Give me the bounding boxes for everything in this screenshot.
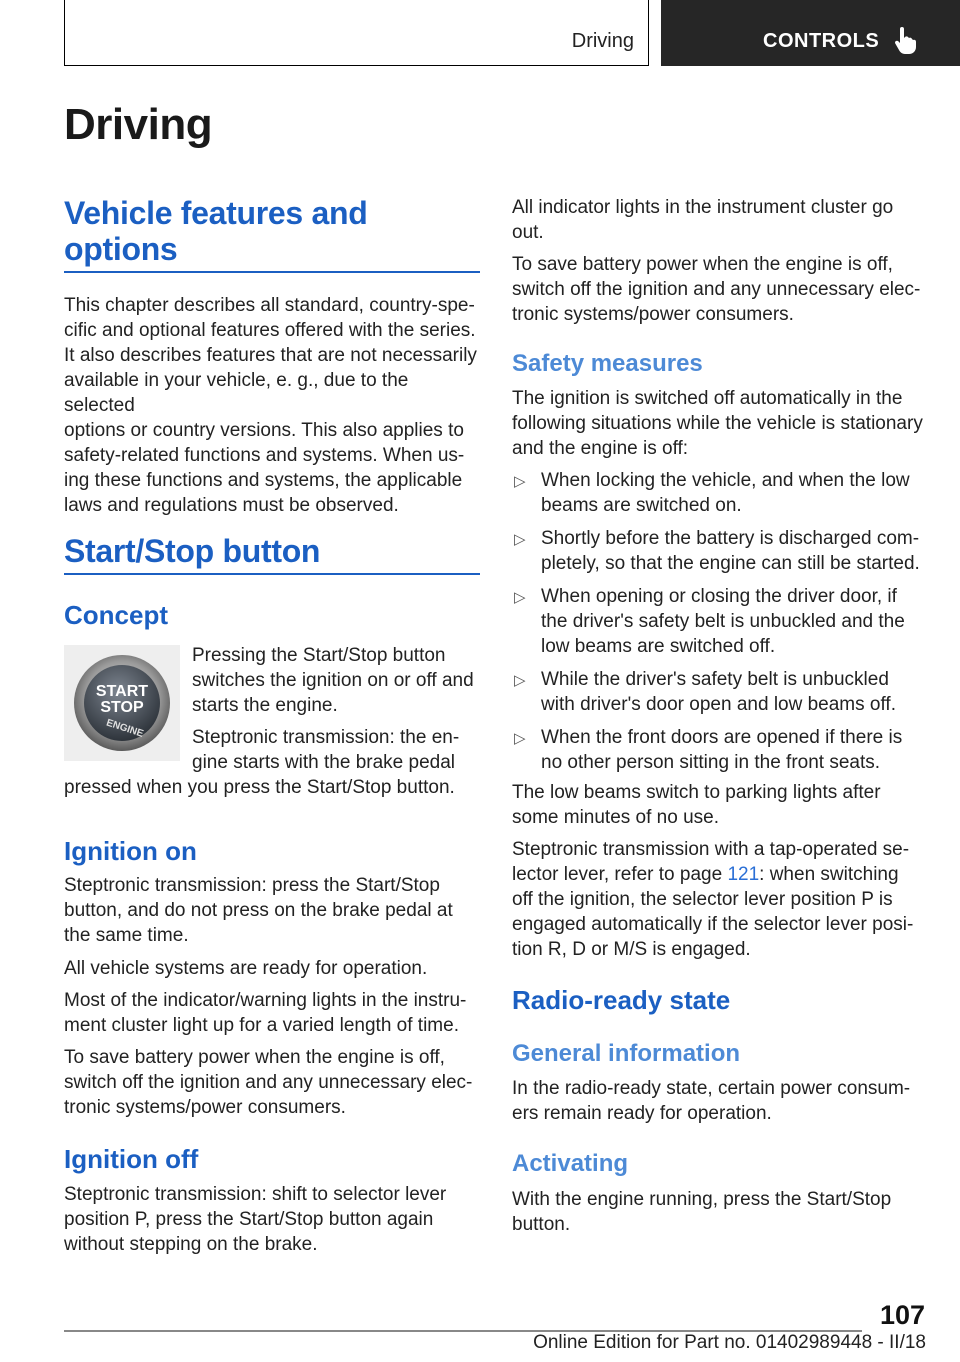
text-line: beams are switched on. <box>541 495 742 516</box>
text-line: When the front doors are opened if there is <box>541 727 903 748</box>
triangle-bullet-icon: ▷ <box>514 672 526 689</box>
text-line: tion R, D or M/S is engaged. <box>512 939 751 960</box>
activating-paragraph <box>512 1187 932 1237</box>
heading-rule <box>64 271 480 273</box>
concept-paragraph-a <box>192 643 484 718</box>
text-line: Steptronic transmission: shift to selector lever <box>64 1184 447 1205</box>
text-line: starts the engine. <box>192 695 338 716</box>
header-section-label: Driving <box>571 30 634 52</box>
text-line: When opening or closing the driver door, if <box>541 586 897 607</box>
heading-rule <box>64 573 480 575</box>
text-line: the same time. <box>64 925 189 946</box>
text-line: button. <box>512 1214 571 1235</box>
text-line: following situations while the vehicle is stationary <box>512 413 923 434</box>
text-line <box>512 862 932 887</box>
text-line: ing these functions and systems, the applicable <box>64 470 463 491</box>
text-line: switch off the ignition and any unnecessary elec- <box>64 1072 473 1093</box>
text-line: Steptronic transmission with a tap-operated se- <box>512 839 910 860</box>
text-line: In the radio-ready state, certain power consum- <box>512 1078 911 1099</box>
list-item <box>512 526 932 576</box>
text-line: pletely, so that the engine can still be started. <box>541 553 920 574</box>
ignition-on-paragraph-1 <box>64 873 484 948</box>
text-line: While the driver's safety belt is unbuckled <box>541 669 889 690</box>
text-line: off the ignition, the selector lever position P is <box>512 889 893 910</box>
pointing-hand-icon <box>894 26 918 54</box>
text-line: laws and regulations must be observed. <box>64 495 399 516</box>
list-item <box>512 584 932 659</box>
concept-heading: Concept <box>64 600 168 630</box>
features-paragraph <box>64 293 484 518</box>
text-line: Shortly before the battery is discharged com- <box>541 528 920 549</box>
text-line: and the engine is off: <box>512 438 689 459</box>
header-chapter-label: CONTROLS <box>763 30 880 52</box>
safety-measures-heading: Safety measures <box>512 350 703 377</box>
text-line: When locking the vehicle, and when the low <box>541 470 910 491</box>
text-fragment: lector lever, refer to page <box>512 864 728 885</box>
text-line: The ignition is switched off automatically in the <box>512 388 903 409</box>
header-section-box <box>64 0 649 66</box>
features-heading <box>64 195 367 267</box>
text-line: the driver's safety belt is unbuckled and the <box>541 611 905 632</box>
text-line: Most of the indicator/warning lights in the instru- <box>64 990 467 1011</box>
text-line: no other person sitting in the front seats. <box>541 752 881 773</box>
text-line: ment cluster light up for a varied length of time. <box>64 1015 459 1036</box>
general-information-paragraph <box>512 1076 932 1126</box>
text-fragment: : when switching <box>759 864 899 885</box>
text-line: This chapter describes all standard, country-spe- <box>64 295 475 316</box>
ignition-on-heading: Ignition on <box>64 836 197 866</box>
text-line: switches the ignition on or off and <box>192 670 474 691</box>
text-line: button, and do not press on the brake pedal at <box>64 900 453 921</box>
ignition-on-paragraph-3 <box>64 988 484 1038</box>
text-line: options or country versions. This also applies to <box>64 420 464 441</box>
safety-intro-paragraph <box>512 386 932 461</box>
ignition-on-paragraph-2: All vehicle systems are ready for operation. <box>64 958 428 979</box>
page-reference-link[interactable]: 121 <box>727 864 760 885</box>
page-title: Driving <box>64 100 213 149</box>
general-information-heading: General information <box>512 1040 741 1067</box>
text-line: some minutes of no use. <box>512 807 719 828</box>
text-line: It also describes features that are not necessarily <box>64 345 477 366</box>
header-chapter-box <box>661 0 960 66</box>
radio-ready-heading: Radio-ready state <box>512 985 731 1015</box>
text-line: All indicator lights in the instrument cluster go <box>512 197 894 218</box>
right-paragraph-1 <box>512 195 932 245</box>
triangle-bullet-icon: ▷ <box>514 589 526 606</box>
start-stop-button-image <box>64 645 180 761</box>
list-item <box>512 725 932 775</box>
text-line: Pressing the Start/Stop button <box>192 645 446 666</box>
page-number: 107 <box>880 1300 926 1330</box>
start-stop-button-icon <box>64 645 180 761</box>
steptronic-paragraph <box>512 837 932 962</box>
text-line: switch off the ignition and any unnecessary elec- <box>512 279 921 300</box>
ignition-off-paragraph <box>64 1182 484 1257</box>
triangle-bullet-icon: ▷ <box>514 730 526 747</box>
list-item <box>512 468 932 518</box>
triangle-bullet-icon: ▷ <box>514 531 526 548</box>
triangle-bullet-icon: ▷ <box>514 473 526 490</box>
text-line: without stepping on the brake. <box>64 1234 318 1255</box>
features-heading-line: options <box>64 231 178 267</box>
text-line: with driver's door open and low beams off. <box>541 694 896 715</box>
button-label-engine: ENGINE <box>104 717 145 740</box>
features-heading-line: Vehicle features and <box>64 195 368 231</box>
ignition-on-paragraph-4 <box>64 1045 484 1120</box>
text-line: tronic systems/power consumers. <box>512 304 794 325</box>
text-line: cific and optional features offered with the series. <box>64 320 476 341</box>
text-line: low beams are switched off. <box>541 636 776 657</box>
text-line: available in your vehicle, e. g., due to the selected <box>64 370 409 416</box>
text-line: With the engine running, press the Start/Stop <box>512 1189 892 1210</box>
button-label-start: START <box>95 683 149 700</box>
text-line: gine starts with the brake pedal <box>192 752 455 773</box>
text-line: safety-related functions and systems. When us- <box>64 445 465 466</box>
ignition-off-heading: Ignition off <box>64 1144 199 1174</box>
edition-footer: Online Edition for Part no. 01402989448 - II/18 <box>533 1332 926 1353</box>
text-line: position P, press the Start/Stop button again <box>64 1209 434 1230</box>
right-paragraph-2 <box>512 252 932 327</box>
text-line: Steptronic transmission: the en- <box>192 727 460 748</box>
text-line: To save battery power when the engine is off, <box>64 1047 445 1068</box>
list-item <box>512 667 932 717</box>
button-label-stop: STOP <box>100 699 144 716</box>
text-line: To save battery power when the engine is off, <box>512 254 893 275</box>
text-line: Steptronic transmission: press the Start/Stop <box>64 875 440 896</box>
text-line: out. <box>512 222 544 243</box>
safety-bullet-list <box>512 468 932 783</box>
low-beams-paragraph <box>512 780 932 830</box>
startstop-heading: Start/Stop button <box>64 533 321 569</box>
text-line: engaged automatically if the selector lever posi- <box>512 914 914 935</box>
text-line: The low beams switch to parking lights after <box>512 782 881 803</box>
text-line: ers remain ready for operation. <box>512 1103 772 1124</box>
concept-paragraph-b <box>192 725 484 775</box>
activating-heading: Activating <box>512 1150 629 1177</box>
text-line: tronic systems/power consumers. <box>64 1097 346 1118</box>
concept-paragraph-c: pressed when you press the Start/Stop button. <box>64 777 455 798</box>
